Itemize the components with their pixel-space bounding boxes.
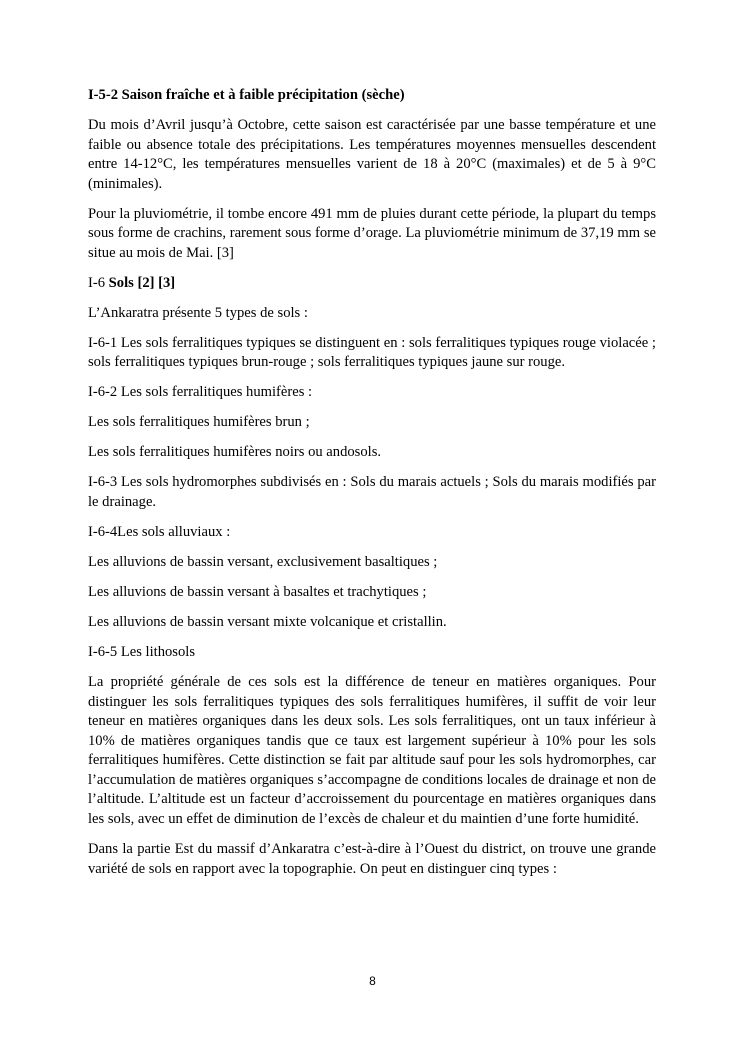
list-item-alluvions-basaltiques: Les alluvions de bassin versant, exclusivement basaltiques ;	[88, 553, 438, 570]
section-heading-i-6-title: Sols [2] [3]	[108, 274, 176, 291]
list-item-alluvions-trachytiques: Les alluvions de bassin versant à basaltes et trachytiques ;	[88, 583, 427, 600]
paragraph-i-6-1: I-6-1 Les sols ferralitiques typiques se distinguent en : sols ferralitiques typiques rouge violacée ; sols ferralitiques typiques brun-rouge ; sols ferralitiques typiques jaune sur rouge.	[88, 334, 656, 371]
paragraph-east-ankaratra: Dans la partie Est du massif d’Ankaratra c’est-à-dire à l’Ouest du district, on trouve une grande variété de sols en rapport avec la topographie. On peut en distinguer cinq types :	[88, 841, 656, 877]
subheading-i-6-5: I-6-5 Les lithosols	[88, 643, 196, 660]
paragraph-dry-season-rainfall: Pour la pluviométrie, il tombe encore 491 mm de pluies durant cette période, la plupart du temps sous forme de crachins, rarement sous forme d’orage. La pluviométrie minimum de 37,19 mm se situe au mois de Mai. [3]	[88, 205, 656, 261]
list-item-alluvions-mixte: Les alluvions de bassin versant mixte volcanique et cristallin.	[88, 613, 447, 630]
subheading-i-6-2: I-6-2 Les sols ferralitiques humifères :	[88, 384, 313, 401]
subheading-i-6-4: I-6-4Les sols alluviaux :	[88, 524, 231, 540]
paragraph-soil-properties: La propriété générale de ces sols est la différence de teneur en matières organiques. Pour distinguer les sols ferralitiques typiques des sols ferralitiques humifères, il suffit de voir leur teneur en matières organiques dans les deux sols. Les sols ferralitiques, ont un taux inférieur à 10% de matières organiques tandis que ce taux est largement supérieur à 10% pour les sols ferralitiques humifères. Cette distinction se fait par altitude sauf pour les sols hydromorphes, car l’accumulation de matières organiques s’accompagne de conditions locales de drainage et non de l’altitude. L’altitude est un facteur d’accroissement du pourcentage en matières organiques dans les sols, avec un effet de diminution de l’excès de chaleur et du maintien d’une forte humidité.	[88, 673, 656, 828]
paragraph-dry-season-temperature: Du mois d’Avril jusqu’à Octobre, cette saison est caractérisée par une basse température et une faible ou absence totale des précipitations. Les températures moyennes mensuelles descendent entre 14-12°C, les températures mensuelles varient de 18 à 20°C (maximales) et de 5 à 9°C (minimales).	[88, 116, 656, 192]
section-heading-i-5-2: I-5-2 Saison fraîche et à faible précipitation (sèche)	[88, 87, 405, 103]
list-item-humiferes-brun: Les sols ferralitiques humifères brun ;	[88, 414, 310, 431]
section-heading-i-6-prefix: I-6	[88, 274, 109, 291]
section-heading-i-6	[88, 274, 656, 294]
document-page	[88, 86, 656, 890]
list-item-humiferes-noirs: Les sols ferralitiques humifères noirs ou andosols.	[88, 444, 382, 461]
paragraph-i-6-3: I-6-3 Les sols hydromorphes subdivisés en : Sols du marais actuels ; Sols du marais modifiés par le drainage.	[88, 474, 656, 511]
paragraph-soil-types-intro: L’Ankaratra présente 5 types de sols :	[88, 304, 308, 321]
page-number: 8	[369, 974, 376, 988]
